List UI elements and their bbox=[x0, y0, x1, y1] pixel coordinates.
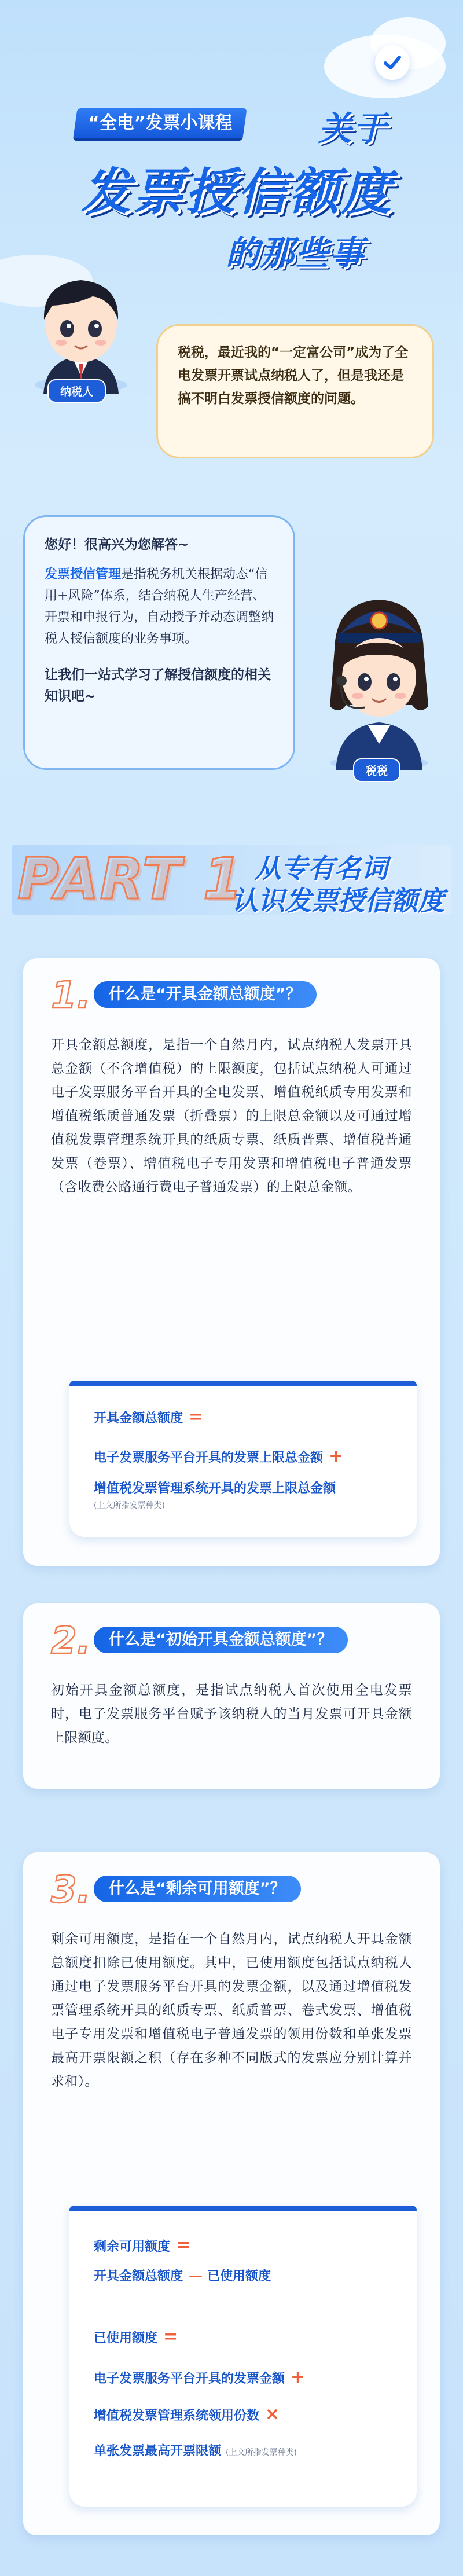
taxpayer-speech-bubble bbox=[156, 324, 434, 458]
formula-term: 已使用额度 bbox=[207, 2269, 271, 2284]
part-banner bbox=[0, 834, 463, 932]
question-number: 2. bbox=[51, 1620, 91, 1663]
question-card-2 bbox=[23, 1603, 440, 1789]
formula-term: 电子发票服务平台开具的发票上限总金额 bbox=[94, 1451, 324, 1465]
formula-note: (上文所指发票种类) bbox=[94, 1501, 165, 1510]
plus-operator: + bbox=[329, 1446, 344, 1466]
question-title: 什么是“开具金额总额度”？ bbox=[94, 981, 317, 1008]
formula-row bbox=[94, 2235, 190, 2255]
formula-term: 增值税发票管理系统开具的发票上限总金额 bbox=[94, 1481, 336, 1496]
formula-row bbox=[94, 2327, 178, 2347]
formula-term: 电子发票服务平台开具的发票金额 bbox=[94, 2372, 285, 2386]
equals-operator: = bbox=[189, 1407, 204, 1427]
question-number: 3. bbox=[51, 1869, 91, 1911]
formula-term: 增值税发票管理系统领用份数 bbox=[94, 2409, 260, 2423]
official-speech-bubble bbox=[23, 515, 295, 770]
question-answer: 开具金额总额度，是指一个自然月内，试点纳税人发票开具总金额（不含增值税）的上限额度，包括试点纳税人可通过电子发票服务平台开具的全电发票、增值税纸质专用发票和增值税纸质普通发票（折叠票）的上限总金额以及可通过增值税发票管理系统开具的纸质专票、纸质普票、增值税普通发票（卷票）、增值税电子专用发票和增值税电子普通发票（含收费公路通行费电子普通发票）的上限总金额。 bbox=[51, 1037, 412, 1195]
equals-operator: = bbox=[176, 2235, 191, 2255]
official-term: 发票授信管理 bbox=[45, 567, 122, 582]
official-outro: 让我们一站式学习了解授信额度的相关知识吧~ bbox=[45, 667, 271, 704]
question-answer: 初始开具金额总额度，是指试点纳税人首次使用全电发票时，电子发票服务平台赋予该纳税人的当月发票可开具金额上限额度。 bbox=[51, 1683, 412, 1745]
taxpayer-message: 税税，最近我的“一定富公司”成为了全电发票开票试点纳税人了，但是我还是搞不明白发票授信额度的问题。 bbox=[178, 345, 409, 406]
formula-term: 已使用额度 bbox=[94, 2331, 158, 2346]
formula-row bbox=[94, 2441, 297, 2459]
formula-term: 开具金额总额度 bbox=[94, 2269, 183, 2284]
formula-row bbox=[94, 1478, 336, 1496]
part-heading-line2: 认识发票授信额度 bbox=[232, 885, 444, 916]
formula-row bbox=[94, 2404, 280, 2424]
check-icon bbox=[375, 45, 410, 80]
question-card-3 bbox=[23, 1852, 440, 2535]
formula-row bbox=[94, 2367, 305, 2387]
taxpayer-name-tag: 纳税人 bbox=[47, 379, 106, 403]
tax-official-avatar bbox=[313, 585, 446, 781]
formula-box bbox=[69, 2206, 417, 2507]
question-card-1 bbox=[23, 958, 440, 1566]
official-name-tag: 税税 bbox=[353, 758, 400, 782]
formula-box bbox=[69, 1381, 417, 1537]
part-heading-line1: 从专有名词 bbox=[255, 853, 388, 884]
question-number: 1. bbox=[51, 974, 91, 1017]
question-title: 什么是“剩余可用额度”？ bbox=[94, 1876, 301, 1902]
part-label: PART 1 bbox=[17, 846, 244, 912]
formula-note: (上文所指发票种类) bbox=[226, 2448, 297, 2457]
formula-row bbox=[94, 2266, 271, 2284]
formula-term: 剩余可用额度 bbox=[94, 2240, 171, 2254]
question-title: 什么是“初始开具金额总额度”？ bbox=[94, 1627, 348, 1653]
official-greeting: 您好！很高兴为您解答~ bbox=[45, 537, 189, 552]
formula-term: 单张发票最高开票限额 bbox=[94, 2444, 222, 2458]
page-title: 发票授信额度 bbox=[81, 163, 394, 221]
course-tag: “全电”发票小课程 bbox=[73, 108, 247, 138]
question-answer: 剩余可用额度，是指在一个自然月内，试点纳税人开具金额总额度扣除已使用额度。其中，已使用额度包括试点纳税人通过电子发票服务平台开具的发票金额，以及通过增值税发票管理系统开具的纸质专票、纸质普票、卷式发票、增值税电子专用发票和增值税电子普通发票的领用份数和单张发票最高开票限额之积（存在多种不同版式的发票应分别计算并求和）。 bbox=[51, 1932, 412, 2089]
title-about: 关于 bbox=[318, 109, 388, 148]
taxpayer-avatar bbox=[17, 260, 145, 405]
formula-term: 开具金额总额度 bbox=[94, 1411, 183, 1426]
equals-operator: = bbox=[163, 2327, 178, 2347]
plus-operator: + bbox=[291, 2367, 306, 2387]
formula-row bbox=[94, 1446, 343, 1466]
course-title-line bbox=[75, 101, 399, 148]
page-subtitle: 的那些事 bbox=[226, 233, 365, 273]
official-explain: 是指税务机关根据动态“信用+风险”体系，结合纳税人生产经营、开票和申报行为，自动授予并动态调整纳税人授信额度的业务事项。 bbox=[45, 567, 274, 646]
minus-operator: — bbox=[189, 2267, 203, 2284]
formula-row bbox=[94, 1407, 203, 1427]
times-operator: × bbox=[265, 2404, 280, 2424]
